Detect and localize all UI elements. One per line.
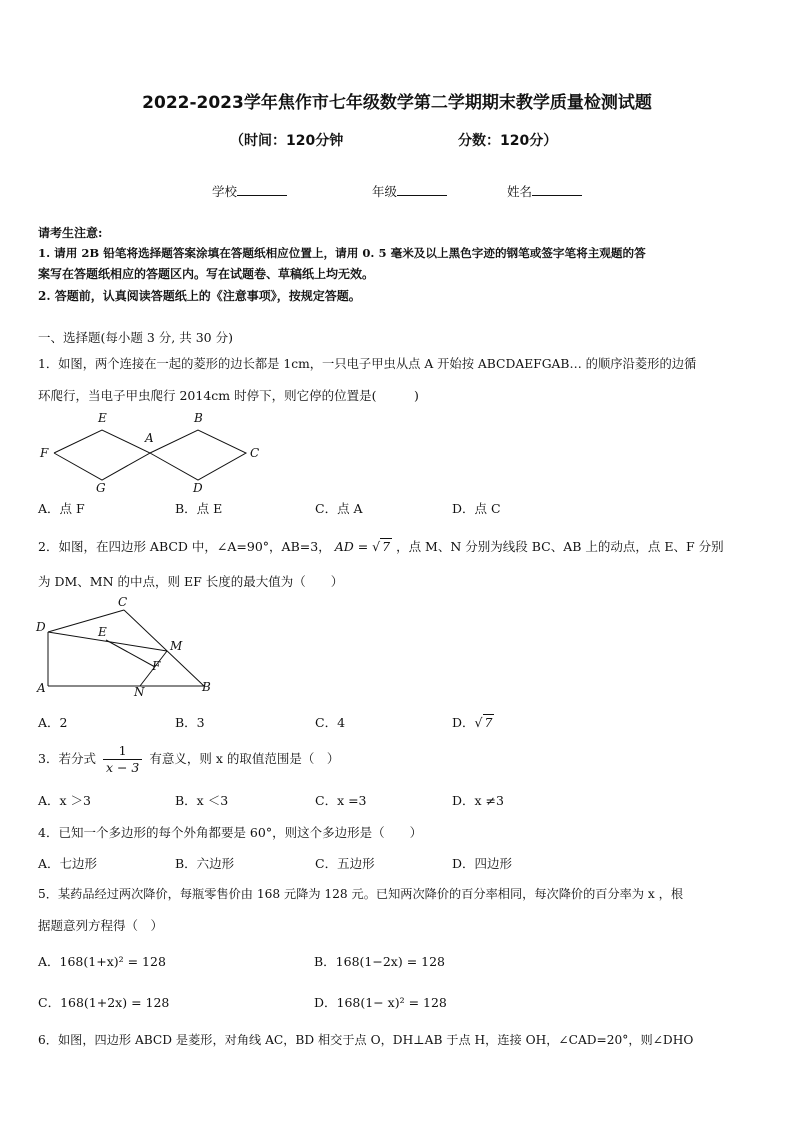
q2-edge-CB	[124, 610, 204, 686]
q1-label-F: F	[40, 446, 49, 460]
q5-option-d[interactable]: D．168(1− x)² = 128	[314, 995, 447, 1010]
exam-score: 分数：120分）	[458, 133, 558, 149]
q4-option-b[interactable]: B．六边形	[175, 856, 235, 871]
q1-line-1: 1．如图，两个连接在一起的菱形的边长都是 1cm，一只电子甲虫从点 A 开始按 ABCDAEFGAB… 的顺序沿菱形的边循	[38, 357, 697, 371]
q2-label-C: C	[118, 595, 128, 609]
q6-text: 6．如图，四边形 ABCD 是菱形，对角线 AC，BD 相交于点 O，DH⊥AB 于点 H，连接 OH，∠CAD=20°，则∠DHO	[38, 1033, 694, 1047]
q4-option-d[interactable]: D．四边形	[452, 856, 513, 871]
q2-line-1a: 2．如图，在四边形 ABCD 中，∠A=90°，AB=3，	[38, 539, 331, 554]
q3-option-b[interactable]: B．x ＜3	[175, 793, 229, 808]
q4-option-c[interactable]: C．五边形	[315, 856, 375, 871]
q1-option-b[interactable]: B．点 E	[175, 501, 223, 516]
name-blank[interactable]	[532, 183, 582, 196]
q1-option-d[interactable]: D．点 C	[452, 501, 501, 516]
q3-option-c[interactable]: C．x =3	[315, 793, 367, 808]
q2-label-M: M	[170, 639, 183, 653]
q2-label-D: D	[36, 620, 46, 634]
exam-title: 2022-2023学年焦作市七年级数学第二学期期末教学质量检测试题	[142, 93, 652, 113]
q2-label-N: N	[134, 685, 145, 698]
q1-left-rhombus	[54, 430, 150, 480]
notice-heading: 请考生注意:	[38, 226, 103, 240]
q2-option-d-label: D．	[452, 715, 475, 730]
q2-edge-DC	[48, 610, 124, 632]
q2-line-1b: ，点 M、N 分别为线段 BC、AB 上的动点，点 E、F 分别	[396, 539, 724, 554]
q1-label-D: D	[193, 481, 203, 494]
q2-segment-EF	[106, 640, 155, 667]
grade-label: 年级	[372, 184, 398, 199]
q4-text: 4．已知一个多边形的每个外角都要是 60°，则这个多边形是（ ）	[38, 825, 423, 840]
q2-label-E: E	[98, 625, 107, 639]
q2-ad-expression: AD =	[334, 539, 369, 554]
school-field[interactable]	[212, 182, 287, 200]
q2-option-b[interactable]: B．3	[175, 715, 205, 730]
q3-fraction	[103, 743, 142, 776]
q4-option-a[interactable]: A．七边形	[38, 856, 98, 871]
q2-option-d-radicand: 7	[484, 715, 493, 730]
q2-option-c[interactable]: C．4	[315, 715, 346, 730]
notice-line-2: 2. 答题前，认真阅读答题纸上的《注意事项》，按规定答题。	[38, 289, 361, 303]
q2-option-d-sqrt: √ 7	[474, 715, 493, 730]
grade-blank[interactable]	[397, 183, 447, 196]
q1-label-B: B	[194, 411, 203, 425]
q2-option-a[interactable]: A．2	[38, 715, 68, 730]
q5-line-2: 据题意列方程得（ ）	[38, 918, 164, 933]
q3-suffix: 有意义，则 x 的取值范围是（ ）	[149, 751, 340, 766]
q1-label-C: C	[250, 446, 260, 460]
q3-line	[38, 743, 339, 776]
q3-option-a[interactable]: A．x ＞3	[38, 793, 92, 808]
school-label: 学校	[212, 184, 238, 199]
q2-segment-DM	[48, 632, 167, 651]
q2-radicand: 7	[382, 539, 391, 554]
q2-option-d[interactable]	[452, 713, 494, 731]
q2-sqrt7: √ 7	[372, 539, 391, 554]
q1-label-G: G	[96, 481, 106, 494]
notice-line-1a: 1. 请用 2B 铅笔将选择题答案涂填在答题纸相应位置上，请用 0. 5 毫米及以上黑色字迹的钢笔或签字笔将主观题的答	[38, 246, 646, 260]
q3-prefix: 3．若分式	[38, 751, 96, 766]
q5-option-c[interactable]: C．168(1+2x) = 128	[38, 995, 170, 1010]
name-field[interactable]	[507, 182, 582, 200]
q5-option-a[interactable]: A．168(1+x)² = 128	[38, 954, 166, 969]
school-blank[interactable]	[237, 183, 287, 196]
q2-quadrilateral-figure	[34, 594, 219, 698]
grade-field[interactable]	[372, 182, 447, 200]
q2-label-F: F	[152, 659, 161, 673]
q1-option-c[interactable]: C．点 A	[315, 501, 363, 516]
q1-right-rhombus	[150, 430, 246, 480]
q2-line-2: 为 DM、MN 的中点，则 EF 长度的最大值为（ ）	[38, 574, 344, 589]
q3-fraction-numerator: 1	[103, 743, 142, 760]
q2-line-1	[38, 537, 724, 555]
q2-label-B: B	[202, 680, 211, 694]
q3-fraction-denominator: x − 3	[105, 760, 140, 775]
name-label: 姓名	[507, 184, 533, 199]
q1-option-a[interactable]: A．点 F	[38, 501, 85, 516]
section-1-heading: 一、选择题(每小题 3 分, 共 30 分)	[38, 330, 233, 345]
notice-line-1b: 案写在答题纸相应的答题区内。写在试题卷、草稿纸上均无效。	[38, 267, 375, 281]
q2-label-A: A	[37, 681, 46, 695]
q1-label-E: E	[98, 411, 107, 425]
q3-option-d[interactable]: D．x ≠3	[452, 793, 504, 808]
q5-option-b[interactable]: B．168(1−2x) = 128	[314, 954, 446, 969]
q1-line-2: 环爬行，当电子甲虫爬行 2014cm 时停下，则它停的位置是( )	[38, 388, 419, 403]
q5-line-1: 5．某药品经过两次降价，每瓶零售价由 168 元降为 128 元。已知两次降价的百分率相同，每次降价的百分率为 x ，根	[38, 887, 684, 901]
q1-rhombus-figure	[36, 408, 262, 494]
q1-label-A: A	[145, 431, 154, 445]
exam-time: （时间：120分钟	[230, 133, 344, 149]
